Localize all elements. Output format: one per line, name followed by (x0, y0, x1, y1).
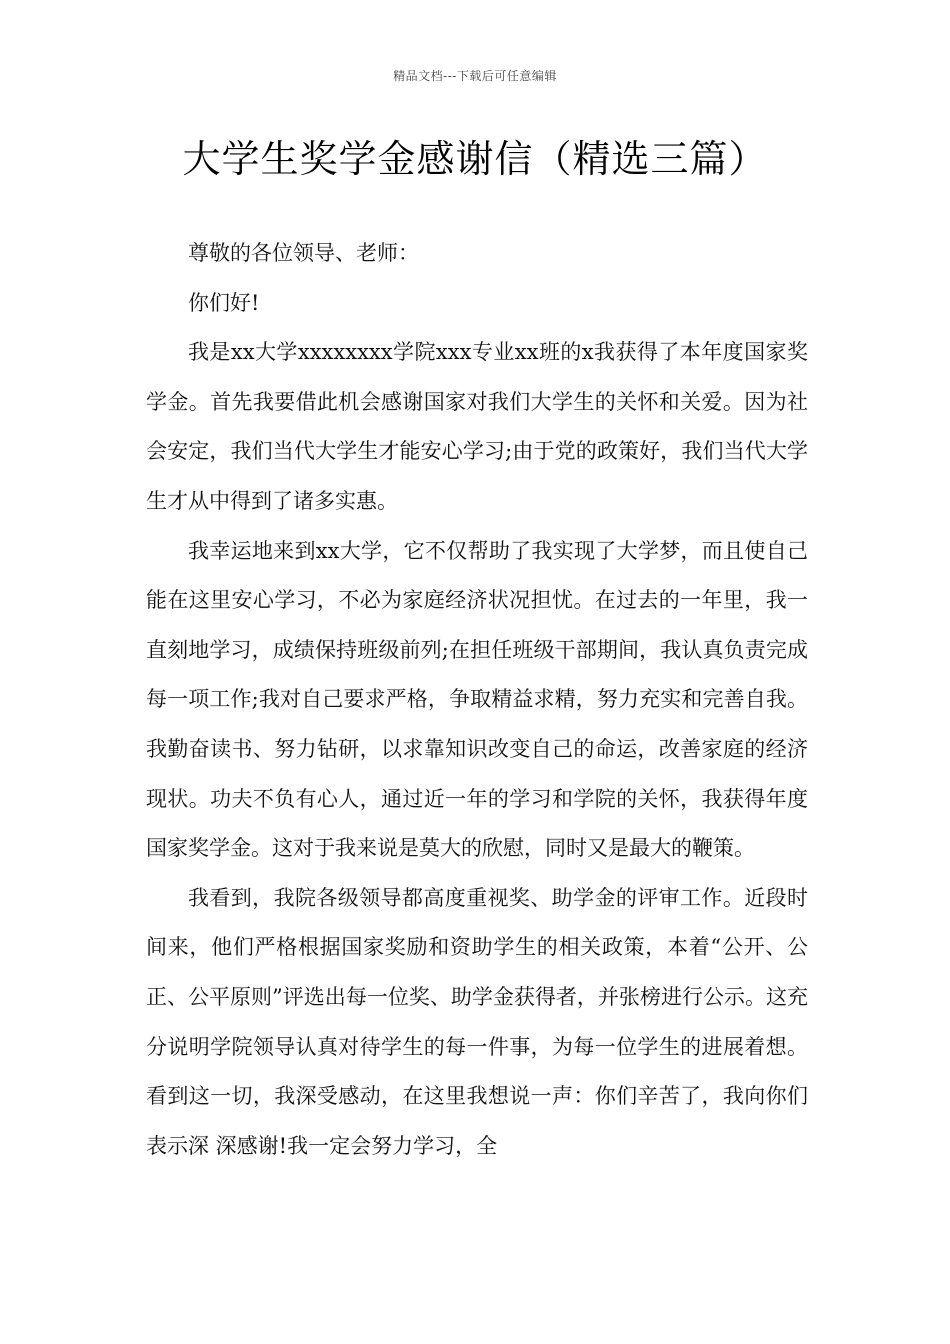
salutation: 尊敬的各位领导、老师： (188, 241, 419, 265)
letter-body (146, 229, 808, 1171)
paragraph-2: 我幸运地来到xx大学，它不仅帮助了我实现了大学梦，而且使自己能在这里安心学习，不必为家庭经济状况担忧。在过去的一年里，我一直刻地学习，成绩保持班级前列;在担任班级干部期间，我认真负责完成每一项工作;我对自己要求严格，争取精益求精，努力充实和完善自我。我勤奋读书、努力钻研，以求靠知识改变自己的命运，改善家庭的经济现状。功夫不负有心人，通过近一年的学习和学院的关怀，我获得年度国家奖学金。这对于我来说是莫大的欣慰，同时又是最大的鞭策。 (146, 538, 808, 861)
paragraph-3: 我看到，我院各级领导都高度重视奖、助学金的评审工作。近段时间来，他们严格根据国家奖励和资助学生的相关政策，本着“公开、公正、公平原则”评选出每一位奖、助学金获得者，并张榜进行公示。这充分说明学院领导认真对待学生的每一件事，为每一位学生的进展着想。看到这一切，我深受感动，在这里我想说一声：你们辛苦了，我向你们表示深 深感谢!我一定会努力学习，全 (146, 885, 808, 1158)
header-note: 精品文档---下载后可任意编辑 (393, 69, 557, 83)
paragraph-1: 我是xx大学xxxxxxxx学院xxx专业xx班的x我获得了本年度国家奖学金。首先我要借此机会感谢国家对我们大学生的关怀和关爱。因为社会安定，我们当代大学生才能安心学习;由于党的政策好，我们当代大学生才从中得到了诸多实惠。 (146, 340, 808, 513)
greeting: 你们好! (188, 290, 260, 315)
document-title: 大学生奖学金感谢信（精选三篇） (182, 137, 768, 181)
